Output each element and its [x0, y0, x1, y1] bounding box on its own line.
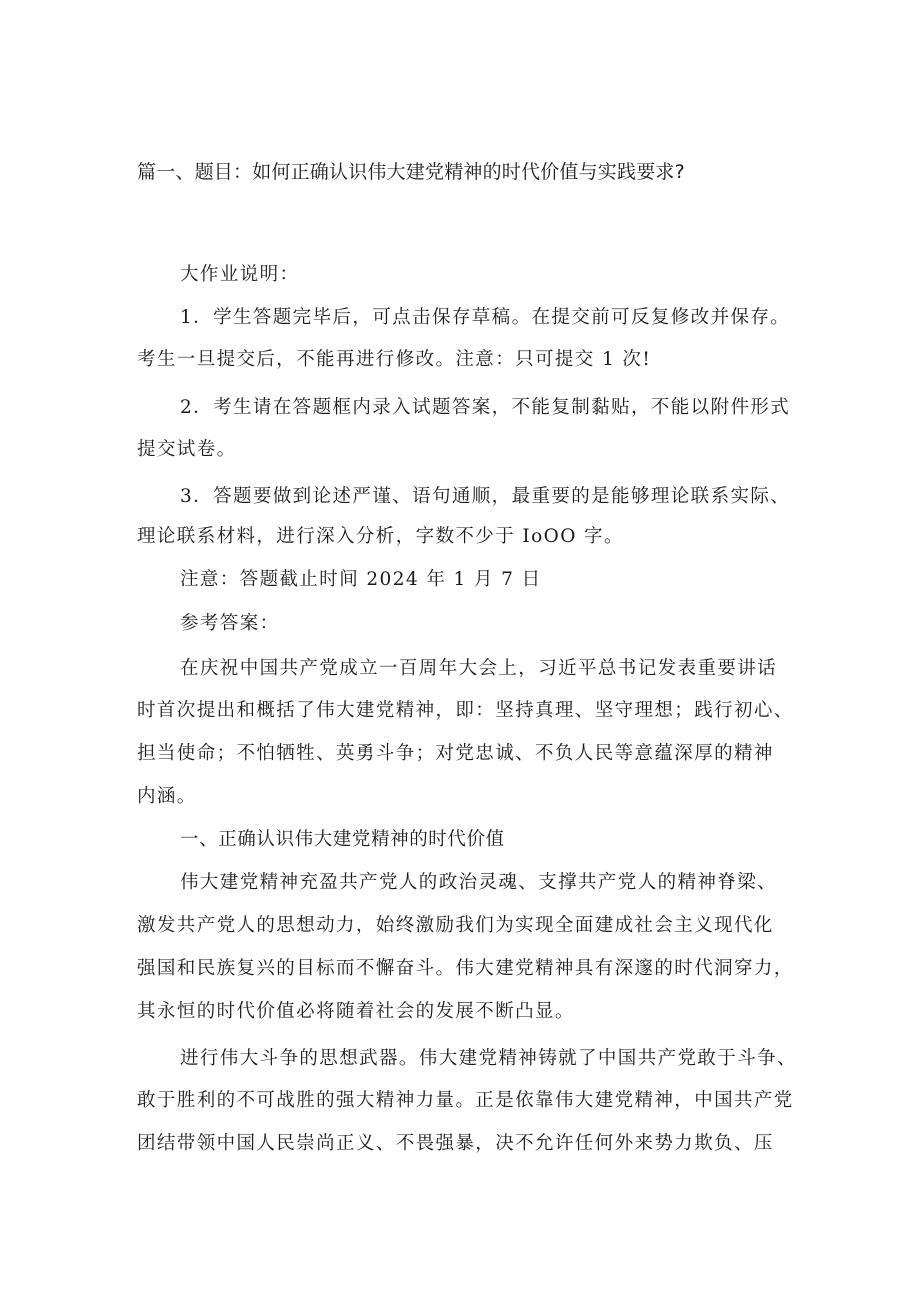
deadline-note: 注意：答题截止时间 2024 年 1 月 7 日: [180, 569, 542, 590]
paragraph-2-line-1: 进行伟大斗争的思想武器。伟大建党精神铸就了中国共产党敢于斗争、: [180, 1048, 797, 1069]
answer-intro-line-4: 内涵。: [137, 786, 197, 807]
paragraph-1-line-4: 其永恒的时代价值必将随着社会的发展不断凸显。: [137, 1001, 575, 1022]
paragraph-1-line-3: 强国和民族复兴的目标而不懈奋斗。伟大建党精神具有深邃的时代洞穿力，: [137, 958, 794, 979]
paragraph-1-line-1: 伟大建党精神充盈共产党人的政治灵魂、支撑共产党人的精神脊梁、: [180, 872, 778, 893]
instruction-item-1-line-2: 考生一旦提交后，不能再进行修改。注意：只可提交 1 次!: [137, 349, 652, 370]
answer-header: 参考答案：: [180, 613, 280, 634]
answer-intro-line-3: 担当使命；不怕牺牲、英勇斗争；对党忠诚、不负人民等意蕴深厚的精神: [137, 743, 774, 764]
instructions-header: 大作业说明：: [180, 264, 300, 285]
paragraph-2-line-3: 团结带领中国人民崇尚正义、不畏强暴，决不允许任何外来势力欺负、压: [137, 1133, 774, 1154]
paragraph-1-line-2: 激发共产党人的思想动力，始终激励我们为实现全面建成社会主义现代化: [137, 915, 774, 936]
instruction-item-3-line-2: 理论联系材料，进行深入分析，字数不少于 IoOO 字。: [137, 526, 624, 547]
document-title: 篇一、题目：如何正确认识伟大建党精神的时代价值与实践要求?: [137, 161, 685, 183]
section-1-heading: 一、正确认识伟大建党精神的时代价值: [180, 829, 505, 850]
instruction-item-3-line-1: 3．答题要做到论述严谨、语句通顺，最重要的是能够理论联系实际、: [180, 486, 791, 507]
answer-intro-line-1: 在庆祝中国共产党成立一百周年大会上，习近平总书记发表重要讲话: [180, 658, 778, 679]
paragraph-2-line-2: 敢于胜利的不可战胜的强大精神力量。正是依靠伟大建党精神，中国共产党: [137, 1090, 794, 1111]
answer-intro-line-2: 时首次提出和概括了伟大建党精神，即：坚持真理、坚守理想；践行初心、: [137, 700, 794, 721]
instruction-item-2-line-1: 2．考生请在答题框内录入试题答案，不能复制黏贴，不能以附件形式: [180, 397, 791, 418]
instruction-item-2-line-2: 提交试卷。: [137, 439, 237, 460]
instruction-item-1-line-1: 1．学生答题完毕后，可点击保存草稿。在提交前可反复修改并保存。: [180, 307, 791, 328]
